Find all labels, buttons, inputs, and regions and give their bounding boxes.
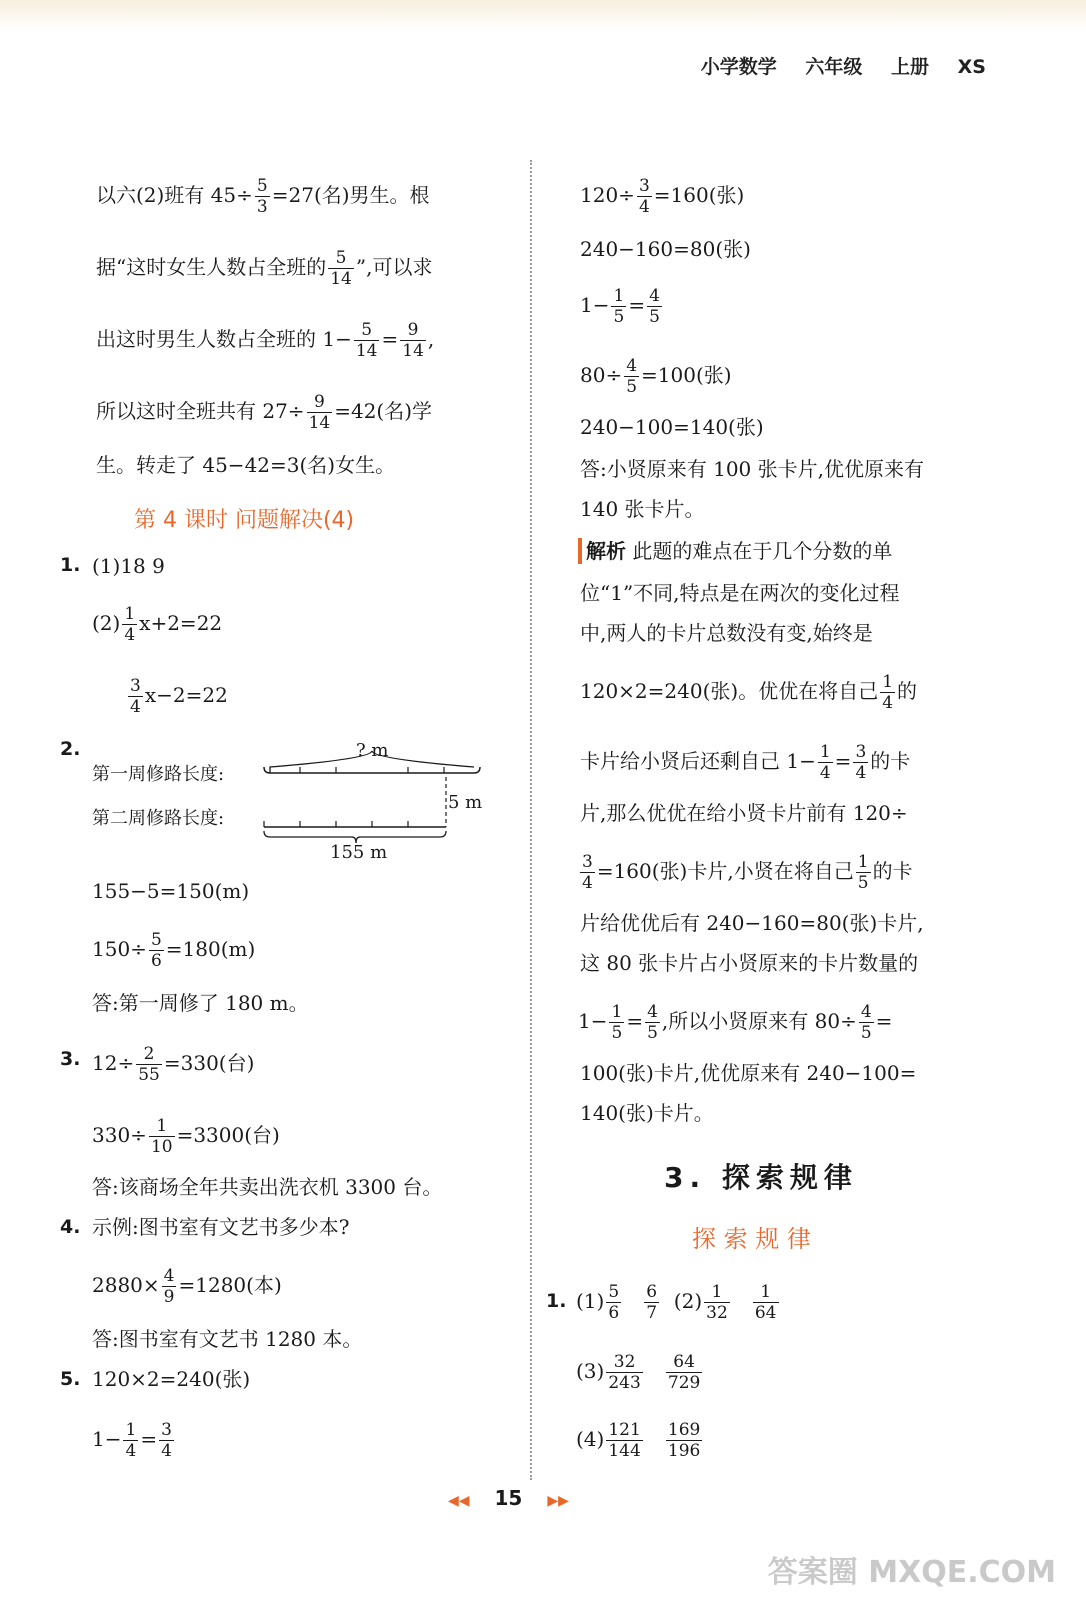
q4-line1: 2880× $\frac{4}{9}$ =1280(本) [92,1266,282,1307]
q3-answer: 答:该商场全年共卖出洗衣机 3300 台。 [92,1175,443,1199]
q2-answer: 答:第一周修了 180 m。 [92,991,309,1015]
left-p5: 生。转走了 45−42=3(名)女生。 [96,453,396,477]
q3-line1: 12÷ $\frac{2}{55}$ =330(台) [92,1044,255,1085]
q3-line2: 330÷ $\frac{1}{10}$ =3300(台) [92,1116,280,1157]
analysis-line11: 100(张)卡片,优优原来有 240−100= [580,1061,917,1085]
page-footer [448,1486,569,1510]
left-p4: 所以这时全班共有 27÷ $\frac{9}{14}$ =42(名)学 [96,392,433,433]
q4-line0: 示例:图书室有文艺书多少本? [92,1215,350,1239]
q5-line2: 1− $\frac{1}{4}$ = $\frac{3}{4}$ [92,1420,172,1461]
header-subject: 小学数学 [700,56,777,78]
q2-line2: 150÷ $\frac{5}{6}$ =180(m) [92,930,256,971]
week1-segment [264,767,480,773]
prev-page-icon[interactable]: ◀◀ [448,1493,470,1509]
right-line5: 240−100=140(张) [580,415,764,439]
q2-side-label: 5 m [448,792,483,813]
right-line2: 240−160=80(张) [580,237,751,261]
right-line3: 1− $\frac{1}{5}$ = $\frac{4}{5}$ [580,286,660,327]
q4-number: 4. [60,1216,81,1238]
s1-number: 1. [546,1290,567,1312]
s1-line4: (4) $\frac{121}{144}$ $\frac{169}{196}$ [576,1420,701,1461]
header-volume: 上册 [891,56,930,78]
analysis-line4: 120×2=240(张)。优优在将自己 $\frac{1}{4}$ 的 [580,672,918,713]
s1-line1: (1) $\frac{5}{6}$ $\frac{6}{7}$ (2) $\frac{1}{32}$ $\frac{1}{64}$ [576,1282,777,1323]
q2-number: 2. [60,738,81,760]
analysis-line10: 1− $\frac{1}{5}$ = $\frac{4}{5}$ ,所以小贤原来有 80÷ $\frac{4}{5}$ = [578,1002,893,1043]
left-p2: 据“这时女生人数占全班的 $\frac{5}{14}$ ”,可以求 [96,248,433,289]
section-title: 3. 探索规律 [664,1161,858,1194]
q4-answer: 答:图书室有文艺书 1280 本。 [92,1327,363,1351]
analysis-line12: 140(张)卡片。 [580,1101,714,1125]
right-line4: 80÷ $\frac{4}{5}$ =100(张) [580,356,732,397]
lesson-title: 第 4 课时 问题解决(4) [134,508,355,533]
analysis-line5: 卡片给小贤后还剩自己 1− $\frac{1}{4}$ = $\frac{3}{4}$ 的卡 [580,742,911,783]
next-page-icon[interactable]: ▶▶ [547,1493,569,1509]
subsection-title: 探 索 规 律 [692,1225,811,1253]
header-grade: 六年级 [805,56,863,78]
s1-line3: (3) $\frac{32}{243}$ $\frac{64}{729}$ [576,1352,701,1393]
q2-line1: 155−5=150(m) [92,879,250,903]
page-header [679,52,986,79]
top-band [0,0,1086,30]
analysis-line9: 这 80 张卡片占小贤原来的卡片数量的 [580,951,919,975]
q5-line1: 120×2=240(张) [92,1367,251,1391]
left-p1: 以六(2)班有 45÷ $\frac{5}{3}$ =27(名)男生。根 [96,176,430,217]
q2-label-week1: 第一周修路长度: [92,764,225,785]
q1-number: 1. [60,554,81,576]
q3-number: 3. [60,1048,81,1070]
q2-label-week2: 第二周修路长度: [92,808,225,829]
q2-top-label: ? m [356,740,389,761]
header-edition: XS [957,56,986,78]
q5-number: 5. [60,1368,81,1390]
right-answer-2: 140 张卡片。 [580,497,705,521]
analysis-line1: 解析 此题的难点在于几个分数的单 [578,538,892,564]
q1-line2: (2) $\frac{1}{4}$ x+2=22 [92,604,223,645]
analysis-line7: $\frac{3}{4}$ =160(张)卡片,小贤在将自己 $\frac{1}{5}$ 的卡 [582,852,913,893]
q2-bottom-label: 155 m [330,842,388,863]
right-line1: 120÷ $\frac{3}{4}$ =160(张) [580,176,745,217]
analysis-line8: 片给优优后有 240−160=80(张)卡片, [580,911,924,935]
analysis-line3: 中,两人的卡片总数没有变,始终是 [580,621,873,645]
q1-line1: (1)18 9 [92,554,165,578]
analysis-tag: 解析 [578,538,626,564]
analysis-line6: 片,那么优优在给小贤卡片前有 120÷ [580,801,908,825]
left-p3: 出这时男生人数占全班的 1− $\frac{5}{14}$ = $\frac{9}{14}$ , [96,320,435,361]
column-divider [530,160,532,1480]
analysis-line2: 位“1”不同,特点是在两次的变化过程 [580,581,900,605]
right-answer-1: 答:小贤原来有 100 张卡片,优优原来有 [580,457,924,481]
q1-line3: $\frac{3}{4}$ x−2=22 [130,676,228,717]
watermark: 答案圈 MXQE.COM [767,1555,1056,1590]
page-number: 15 [494,1486,523,1510]
